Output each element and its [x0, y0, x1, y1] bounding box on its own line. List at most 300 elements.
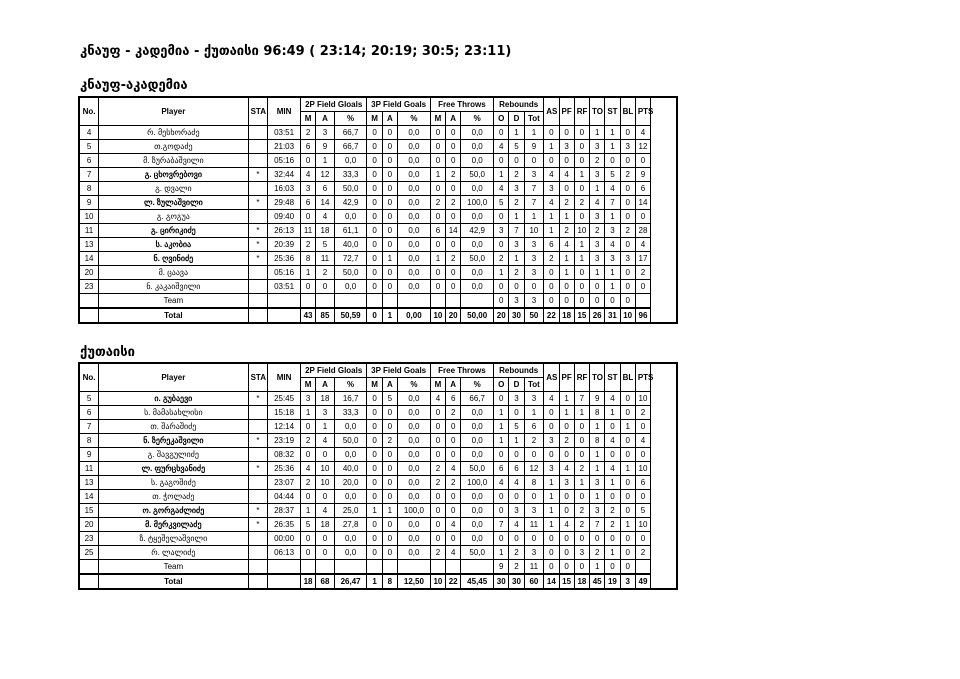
player-row — [79, 392, 677, 406]
stat-cell: 0 — [524, 490, 544, 504]
stat-cell: 0 — [367, 196, 382, 210]
stat-cell: 1 — [574, 168, 589, 182]
stat-cell: 0 — [382, 462, 397, 476]
stat-cell: 5 — [300, 518, 315, 532]
minutes: 28:37 — [268, 504, 301, 518]
stat-cell: 72,7 — [334, 252, 367, 266]
stat-cell: 0 — [559, 532, 574, 546]
stat-cell: 4 — [559, 168, 574, 182]
subcol-m: M — [367, 378, 382, 392]
stat-cell: 5 — [605, 168, 620, 182]
stat-cell: 0 — [430, 154, 445, 168]
stat-cell: 0 — [559, 448, 574, 462]
stat-cell: 1 — [559, 392, 574, 406]
stat-cell: 2 — [509, 266, 524, 280]
subcol-d: D — [509, 112, 524, 126]
stat-cell: 5 — [316, 238, 335, 252]
stat-cell: 8 — [300, 252, 315, 266]
stat-cell: 2 — [446, 252, 461, 266]
stat-cell: 50,0 — [334, 434, 367, 448]
stat-cell: 0 — [494, 238, 509, 252]
stat-cell: 0 — [382, 532, 397, 546]
stat-cell: 4 — [635, 238, 650, 252]
stat-cell: 3 — [524, 294, 544, 309]
stat-cell: 0 — [620, 448, 635, 462]
stat-cell: 0 — [430, 406, 445, 420]
stat-cell: 0 — [635, 532, 650, 546]
stat-cell: 0 — [382, 280, 397, 294]
subcol-a: A — [446, 112, 461, 126]
stat-cell: 0 — [446, 532, 461, 546]
stat-cell: 27,8 — [334, 518, 367, 532]
starter-mark — [248, 182, 268, 196]
stat-cell: 14 — [316, 196, 335, 210]
stat-cell: 2 — [509, 560, 524, 575]
stat-cell: 1 — [590, 266, 605, 280]
col-min: MIN — [268, 363, 301, 392]
stat-cell: 2 — [524, 434, 544, 448]
stat-cell: 1 — [544, 518, 559, 532]
stat-cell: 0 — [382, 182, 397, 196]
header-row — [79, 363, 677, 378]
stat-cell: 0 — [367, 252, 382, 266]
player-row — [79, 476, 677, 490]
minutes: 32:44 — [268, 168, 301, 182]
stat-cell: 0 — [524, 532, 544, 546]
total-cell: 10 — [430, 574, 445, 589]
stat-cell: 0 — [382, 420, 397, 434]
stat-cell: 1 — [494, 168, 509, 182]
stat-cell — [334, 560, 367, 575]
stat-cell: 6 — [494, 462, 509, 476]
player-number: 23 — [79, 532, 99, 546]
col-3p: 3P Field Goals — [367, 97, 430, 112]
stat-cell: 0 — [382, 196, 397, 210]
stat-cell: 4 — [446, 462, 461, 476]
col-pts: PTS — [635, 97, 650, 126]
player-row — [79, 140, 677, 154]
starter-mark — [248, 532, 268, 546]
total-cell: 26 — [590, 308, 605, 323]
subcol-a: A — [382, 378, 397, 392]
stat-cell: 0 — [605, 560, 620, 575]
player-row — [79, 518, 677, 532]
stat-cell: 4 — [635, 434, 650, 448]
stat-cell: 1 — [509, 210, 524, 224]
stat-cell: 0,0 — [398, 532, 431, 546]
minutes: 09:40 — [268, 210, 301, 224]
stat-cell: 1 — [430, 168, 445, 182]
stat-cell: 2 — [509, 168, 524, 182]
stat-cell: 4 — [544, 196, 559, 210]
stat-cell: 0 — [559, 420, 574, 434]
stat-cell: 0 — [509, 406, 524, 420]
player-number: 9 — [79, 196, 99, 210]
player-number: 6 — [79, 154, 99, 168]
stat-cell: 0 — [367, 392, 382, 406]
minutes: 15:18 — [268, 406, 301, 420]
total-cell: 22 — [446, 574, 461, 589]
starter-mark — [248, 266, 268, 280]
stat-cell: 2 — [574, 518, 589, 532]
total-cell: 50,59 — [334, 308, 367, 323]
stat-cell: 28 — [635, 224, 650, 238]
player-name: ს. მამასახლისი — [99, 406, 248, 420]
player-number: 14 — [79, 252, 99, 266]
stat-cell: 7 — [524, 196, 544, 210]
stat-cell: 0 — [382, 140, 397, 154]
starter-mark: * — [248, 462, 268, 476]
player-name: გ. გოგუა — [99, 210, 248, 224]
stat-cell: 0,0 — [461, 434, 494, 448]
player-row — [79, 448, 677, 462]
stat-cell: 0,0 — [398, 210, 431, 224]
away-stats-table — [78, 362, 678, 590]
starter-mark: * — [248, 504, 268, 518]
stat-cell: 0 — [509, 280, 524, 294]
stat-cell: 0 — [300, 154, 315, 168]
starter-mark: * — [248, 252, 268, 266]
stat-cell: 0 — [605, 490, 620, 504]
stat-cell: 0 — [544, 448, 559, 462]
stat-cell: 4 — [605, 462, 620, 476]
minutes: 26:35 — [268, 518, 301, 532]
minutes: 03:51 — [268, 126, 301, 140]
stat-cell: 5 — [382, 392, 397, 406]
stat-cell: 1 — [494, 546, 509, 560]
col-min: MIN — [268, 97, 301, 126]
stat-cell: 100,0 — [461, 196, 494, 210]
stat-cell: 0 — [559, 490, 574, 504]
stat-cell: 3 — [605, 252, 620, 266]
stat-cell: 50,0 — [461, 546, 494, 560]
player-row — [79, 406, 677, 420]
col-reb: Rebounds — [494, 97, 544, 112]
stat-cell: 0 — [430, 518, 445, 532]
stat-cell: 0 — [574, 210, 589, 224]
stat-cell — [461, 294, 494, 309]
stat-cell: 3 — [524, 252, 544, 266]
stat-cell: 3 — [316, 406, 335, 420]
subcol-m: M — [430, 112, 445, 126]
stat-cell: 0,0 — [461, 280, 494, 294]
stat-cell: 0 — [635, 490, 650, 504]
stat-cell: 0 — [494, 294, 509, 309]
stat-cell: 0 — [300, 420, 315, 434]
stat-cell: 0 — [300, 532, 315, 546]
total-row — [79, 574, 677, 589]
stat-cell: 10 — [316, 476, 335, 490]
stat-cell: 18 — [316, 224, 335, 238]
stat-cell: 0,0 — [398, 154, 431, 168]
stat-cell: 3 — [590, 252, 605, 266]
starter-mark — [248, 140, 268, 154]
stat-cell: 50,0 — [334, 266, 367, 280]
stat-cell: 0 — [574, 182, 589, 196]
stat-cell: 0 — [446, 504, 461, 518]
stat-cell: 0 — [620, 196, 635, 210]
stat-cell: 3 — [509, 504, 524, 518]
total-min — [268, 308, 301, 323]
total-cell: 31 — [605, 308, 620, 323]
stat-cell: 0 — [559, 294, 574, 309]
stat-cell: 0 — [382, 154, 397, 168]
stat-cell: 4 — [509, 476, 524, 490]
stat-cell: 12 — [635, 140, 650, 154]
stat-cell — [635, 560, 650, 575]
stat-cell: 6 — [446, 392, 461, 406]
stat-cell: 0 — [620, 294, 635, 309]
total-no — [79, 308, 99, 323]
stat-cell: 0 — [382, 168, 397, 182]
stat-cell: 20,0 — [334, 476, 367, 490]
stat-cell: 4 — [509, 518, 524, 532]
stat-cell: 0 — [574, 294, 589, 309]
stat-cell: 6 — [635, 476, 650, 490]
stat-cell: 4 — [494, 182, 509, 196]
total-sta — [248, 308, 268, 323]
stat-cell: 3 — [524, 238, 544, 252]
stat-cell: 3 — [574, 546, 589, 560]
stat-cell: 0 — [382, 518, 397, 532]
stat-cell: 0 — [620, 504, 635, 518]
stat-cell: 0,0 — [398, 462, 431, 476]
col-3p: 3P Field Goals — [367, 363, 430, 378]
stat-cell: 11 — [300, 224, 315, 238]
player-number: 5 — [79, 140, 99, 154]
stat-cell: 1 — [316, 420, 335, 434]
stat-cell — [367, 560, 382, 575]
stat-cell: 1 — [544, 504, 559, 518]
minutes: 21:03 — [268, 140, 301, 154]
stat-cell: 42,9 — [461, 224, 494, 238]
minutes: 29:48 — [268, 196, 301, 210]
stat-cell: 0 — [635, 280, 650, 294]
stat-cell: 2 — [559, 224, 574, 238]
total-cell: 68 — [316, 574, 335, 589]
stat-cell: 2 — [635, 266, 650, 280]
col-to: TO — [590, 97, 605, 126]
stat-cell: 2 — [446, 476, 461, 490]
player-row — [79, 154, 677, 168]
stat-cell: 1 — [544, 476, 559, 490]
minutes: 20:39 — [268, 238, 301, 252]
total-cell: 12,50 — [398, 574, 431, 589]
col-rf: RF — [574, 363, 589, 392]
team-min — [268, 560, 301, 575]
stat-cell: 0 — [620, 266, 635, 280]
stat-cell: 0,0 — [334, 448, 367, 462]
stat-cell: 1 — [605, 280, 620, 294]
stat-cell: 0 — [430, 126, 445, 140]
player-name: ზ. ტყეშელაშვილი — [99, 532, 248, 546]
stat-cell — [334, 294, 367, 309]
stat-cell: 1 — [590, 560, 605, 575]
team-no — [79, 294, 99, 309]
stat-cell: 0,0 — [334, 490, 367, 504]
stat-cell: 8 — [590, 406, 605, 420]
player-name: გ. ცხოვრებოვი — [99, 168, 248, 182]
stat-cell: 0 — [574, 154, 589, 168]
stat-cell: 1 — [605, 406, 620, 420]
stat-cell: 1 — [620, 420, 635, 434]
stat-cell: 6 — [300, 196, 315, 210]
player-name: ნ. ზერეკაშვილი — [99, 434, 248, 448]
stat-cell: 0 — [446, 182, 461, 196]
stat-cell: 0 — [316, 546, 335, 560]
stat-cell: 2 — [446, 168, 461, 182]
stat-cell: 0,0 — [398, 252, 431, 266]
stat-cell: 0,0 — [461, 532, 494, 546]
player-name: თ. შარაშიძე — [99, 420, 248, 434]
stat-cell: 0,0 — [398, 406, 431, 420]
stat-cell: 0,0 — [334, 210, 367, 224]
player-number: 6 — [79, 406, 99, 420]
stat-cell: 50,0 — [461, 462, 494, 476]
stat-cell: 1 — [494, 266, 509, 280]
stat-cell: 3 — [300, 392, 315, 406]
stat-cell: 2 — [300, 126, 315, 140]
minutes: 00:00 — [268, 532, 301, 546]
player-name: ლ. ზულაშვილი — [99, 196, 248, 210]
stat-cell: 2 — [559, 434, 574, 448]
stat-cell: 0 — [544, 560, 559, 575]
subcol-pct: % — [461, 112, 494, 126]
total-no — [79, 574, 99, 589]
stat-cell: 6 — [300, 140, 315, 154]
player-number: 15 — [79, 504, 99, 518]
stat-cell: 7 — [605, 196, 620, 210]
total-label: Total — [99, 308, 248, 323]
stat-cell: 9 — [494, 560, 509, 575]
stat-cell: 0,0 — [398, 196, 431, 210]
stat-cell: 0 — [544, 420, 559, 434]
stat-cell: 1 — [590, 462, 605, 476]
stat-cell: 3 — [590, 168, 605, 182]
stat-cell: 4 — [316, 504, 335, 518]
stat-cell: 3 — [544, 462, 559, 476]
stat-cell: 0 — [446, 266, 461, 280]
stat-cell: 0 — [367, 154, 382, 168]
subcol-m: M — [367, 112, 382, 126]
player-name: მ. ცაავა — [99, 266, 248, 280]
stat-cell: 1 — [605, 126, 620, 140]
stat-cell: 0 — [382, 238, 397, 252]
stat-cell: 1 — [590, 126, 605, 140]
stat-cell: 1 — [509, 126, 524, 140]
stat-cell: 0 — [446, 490, 461, 504]
team-sta — [248, 560, 268, 575]
player-row — [79, 168, 677, 182]
total-min — [268, 574, 301, 589]
player-name: რ. მესხორაძე — [99, 126, 248, 140]
stat-cell: 3 — [590, 140, 605, 154]
stat-cell: 0,0 — [461, 420, 494, 434]
stat-cell: 4 — [316, 434, 335, 448]
stat-cell: 0 — [509, 532, 524, 546]
stat-cell: 1 — [605, 210, 620, 224]
stat-cell: 40,0 — [334, 238, 367, 252]
total-cell: 18 — [559, 308, 574, 323]
stat-cell: 0 — [620, 210, 635, 224]
total-cell: 30 — [509, 308, 524, 323]
player-row — [79, 490, 677, 504]
stat-cell: 1 — [574, 238, 589, 252]
starter-mark — [248, 490, 268, 504]
stat-cell: 2 — [635, 406, 650, 420]
subcol-a: A — [316, 112, 335, 126]
stat-cell — [430, 294, 445, 309]
stat-cell: 0 — [590, 280, 605, 294]
stat-cell: 3 — [559, 476, 574, 490]
stat-cell: 0,0 — [461, 490, 494, 504]
stat-cell: 4 — [605, 434, 620, 448]
total-cell: 20 — [446, 308, 461, 323]
stat-cell: 2 — [430, 546, 445, 560]
stat-cell: 0 — [382, 126, 397, 140]
stat-cell: 0 — [509, 448, 524, 462]
stat-cell: 0 — [620, 546, 635, 560]
col-as: AS — [544, 97, 559, 126]
stat-cell: 0 — [620, 126, 635, 140]
minutes: 04:44 — [268, 490, 301, 504]
stat-cell: 0 — [367, 126, 382, 140]
stat-cell: 0 — [446, 238, 461, 252]
minutes: 26:13 — [268, 224, 301, 238]
stat-cell: 0 — [367, 280, 382, 294]
player-row — [79, 462, 677, 476]
stat-cell: 18 — [316, 392, 335, 406]
stat-cell: 2 — [544, 252, 559, 266]
stat-cell: 10 — [635, 392, 650, 406]
stat-cell: 4 — [316, 210, 335, 224]
col-st: ST — [605, 97, 620, 126]
stat-cell: 0,0 — [398, 182, 431, 196]
stat-cell: 1 — [494, 434, 509, 448]
stat-cell: 0 — [382, 490, 397, 504]
player-name: გ. დვალი — [99, 182, 248, 196]
stat-cell: 66,7 — [334, 140, 367, 154]
stat-cell: 4 — [605, 392, 620, 406]
stat-cell: 9 — [524, 140, 544, 154]
stat-cell: 0 — [559, 560, 574, 575]
stat-cell: 2 — [605, 518, 620, 532]
stat-cell: 0,0 — [398, 476, 431, 490]
player-name: მ. ზურაბაშვილი — [99, 154, 248, 168]
stat-cell: 0 — [509, 490, 524, 504]
minutes: 23:07 — [268, 476, 301, 490]
stat-cell: 0,0 — [398, 224, 431, 238]
stat-cell: 0 — [367, 182, 382, 196]
starter-mark — [248, 546, 268, 560]
stat-cell: 0,0 — [334, 420, 367, 434]
stat-cell — [398, 294, 431, 309]
stat-cell: 61,1 — [334, 224, 367, 238]
total-cell: 19 — [605, 574, 620, 589]
stat-cell: 0 — [430, 182, 445, 196]
stat-cell: 0 — [367, 266, 382, 280]
stat-cell: 0 — [367, 448, 382, 462]
stat-cell: 2 — [316, 266, 335, 280]
stat-cell: 0 — [367, 476, 382, 490]
stat-cell: 0,0 — [461, 182, 494, 196]
stat-cell: 0,0 — [398, 126, 431, 140]
stat-cell: 4 — [300, 462, 315, 476]
total-cell: 8 — [382, 574, 397, 589]
stat-cell: 10 — [635, 462, 650, 476]
stat-cell: 1 — [605, 476, 620, 490]
stat-cell: 3 — [509, 294, 524, 309]
